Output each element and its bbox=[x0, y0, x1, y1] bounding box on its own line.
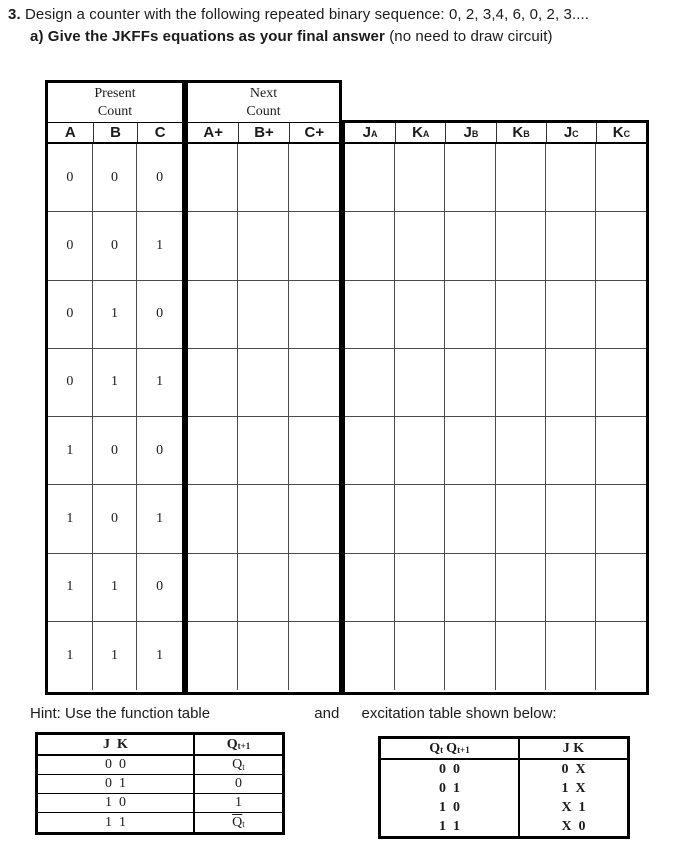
jk-cell bbox=[596, 144, 646, 212]
jk-cell bbox=[546, 485, 596, 553]
function-jk-value: 1 0 bbox=[38, 794, 195, 812]
jk-cell bbox=[546, 281, 596, 349]
jk-cell bbox=[496, 417, 546, 485]
excitation-jk-value: 1 X bbox=[561, 780, 586, 796]
present-count-cell: 1 bbox=[137, 349, 182, 417]
jk-cell bbox=[345, 485, 395, 553]
present-count-cell: 0 bbox=[48, 144, 93, 212]
present-count-cell: 1 bbox=[156, 647, 164, 663]
column-header-jb: J $_B$ bbox=[445, 123, 495, 142]
jk-cell bbox=[395, 622, 445, 690]
present-count-cell: 0 bbox=[48, 349, 93, 417]
function-q-complement-value: $\overline{Q}$ $_t$ bbox=[232, 814, 245, 830]
next-data-grid bbox=[188, 144, 339, 690]
jk-cell bbox=[596, 622, 646, 690]
jk-cell bbox=[596, 281, 646, 349]
excitation-header-jk: J K bbox=[562, 740, 585, 756]
problem-text: Design a counter with the following repeated binary sequence: 0, 2, 3,4, 6, 0, 2, 3.... bbox=[25, 6, 590, 23]
jk-cell bbox=[395, 144, 445, 212]
present-header-row bbox=[48, 123, 182, 144]
function-table-row bbox=[38, 813, 282, 832]
column-header-ka: K $_A$ bbox=[395, 123, 445, 142]
jk-cell bbox=[546, 622, 596, 690]
next-count-cell bbox=[188, 349, 238, 417]
next-count-cell bbox=[238, 144, 288, 212]
hint-text: Hint: Use the function table bbox=[30, 705, 211, 722]
jk-cell bbox=[496, 622, 546, 690]
jk-section bbox=[342, 120, 649, 695]
jk-cell bbox=[445, 281, 495, 349]
jk-cell bbox=[445, 485, 495, 553]
jk-cell bbox=[445, 417, 495, 485]
excitation-table-header bbox=[381, 739, 627, 760]
next-count-cell bbox=[289, 212, 339, 280]
jk-cell bbox=[546, 554, 596, 622]
jk-cell bbox=[496, 281, 546, 349]
function-header-jk: J K bbox=[38, 735, 195, 754]
next-count-cell bbox=[238, 417, 288, 485]
present-count-cell: 0 bbox=[48, 212, 93, 280]
excitation-jk-value: 0 X bbox=[561, 761, 586, 777]
next-count-cell bbox=[188, 417, 238, 485]
jk-cell bbox=[395, 349, 445, 417]
jk-cell bbox=[345, 417, 395, 485]
present-data-grid bbox=[48, 144, 182, 690]
column-header-b: B bbox=[93, 123, 138, 142]
function-jk-value: 0 1 bbox=[38, 775, 195, 793]
next-count-cell bbox=[289, 554, 339, 622]
present-count-cell: 1 bbox=[93, 349, 138, 417]
jk-cell bbox=[596, 212, 646, 280]
present-count-cell: 0 bbox=[137, 144, 182, 212]
problem-statement-line2 bbox=[30, 28, 553, 45]
next-count-cell bbox=[238, 212, 288, 280]
jk-cell bbox=[345, 144, 395, 212]
function-table-row bbox=[38, 775, 282, 794]
column-header-ja: J $_A$ bbox=[362, 124, 378, 141]
next-header-line2: Count bbox=[246, 103, 281, 119]
jk-cell bbox=[345, 349, 395, 417]
jk-cell bbox=[496, 485, 546, 553]
present-count-cell: 1 bbox=[48, 485, 93, 553]
present-count-cell: 1 bbox=[48, 417, 93, 485]
jk-cell bbox=[345, 622, 395, 690]
jk-cell bbox=[395, 554, 445, 622]
column-header-jc: J $_C$ bbox=[546, 123, 596, 142]
next-count-cell bbox=[238, 622, 288, 690]
jk-cell bbox=[596, 417, 646, 485]
excitation-table-row bbox=[381, 817, 627, 836]
next-count-header bbox=[188, 83, 339, 123]
jk-cell bbox=[395, 417, 445, 485]
jk-header-row bbox=[345, 123, 646, 144]
function-table-header bbox=[38, 735, 282, 756]
function-q-value: Q $_t$ bbox=[232, 757, 245, 772]
function-jk-value: 1 1 bbox=[38, 813, 195, 832]
jk-cell bbox=[496, 554, 546, 622]
excitation-table-row bbox=[381, 779, 627, 798]
jk-cell bbox=[345, 281, 395, 349]
jk-cell bbox=[445, 144, 495, 212]
excitation-q-value: 0 1 bbox=[381, 779, 520, 798]
jk-cell bbox=[395, 485, 445, 553]
jk-cell bbox=[345, 554, 395, 622]
present-count-cell: 0 bbox=[137, 281, 182, 349]
jk-excitation-table bbox=[378, 736, 630, 839]
present-count-cell: 1 bbox=[93, 622, 138, 690]
hint-excitation-text: excitation table shown below: bbox=[361, 705, 557, 722]
jk-cell bbox=[445, 349, 495, 417]
next-header-row bbox=[188, 123, 339, 144]
jk-cell bbox=[596, 349, 646, 417]
present-count-cell: 0 bbox=[48, 281, 93, 349]
hint-row bbox=[0, 705, 698, 722]
excitation-q-value: 1 0 bbox=[381, 798, 520, 817]
present-count-header bbox=[48, 83, 182, 123]
function-header-qnext: Q $_{t+1}$ bbox=[226, 736, 251, 752]
jk-cell bbox=[496, 144, 546, 212]
jk-cell bbox=[445, 212, 495, 280]
next-count-cell bbox=[289, 144, 339, 212]
next-count-cell bbox=[188, 281, 238, 349]
column-header-kc: K $_C$ bbox=[596, 123, 646, 142]
column-header-kb: K $_B$ bbox=[496, 123, 546, 142]
next-header-line1: Next bbox=[249, 86, 278, 101]
present-header-line2: Count bbox=[97, 103, 133, 119]
jk-cell bbox=[596, 554, 646, 622]
jk-function-table bbox=[35, 732, 285, 835]
excitation-q-value: 1 1 bbox=[381, 817, 520, 836]
excitation-table-row bbox=[381, 760, 627, 779]
present-count-cell: 1 bbox=[137, 485, 182, 553]
jk-cell bbox=[546, 417, 596, 485]
present-count-cell: 0 bbox=[137, 417, 182, 485]
present-count-cell: 0 bbox=[93, 212, 138, 280]
present-count-cell: 0 bbox=[93, 485, 138, 553]
excitation-jk-value: X 1 bbox=[561, 799, 586, 815]
function-table-row bbox=[38, 794, 282, 813]
part-a-label: a) Give the JKFFs equations as your final answer bbox=[30, 28, 385, 45]
column-header-a: A bbox=[64, 124, 76, 141]
jk-cell bbox=[546, 349, 596, 417]
next-count-cell bbox=[188, 622, 238, 690]
present-count-cell: 1 bbox=[93, 554, 138, 622]
next-count-cell bbox=[238, 554, 288, 622]
excitation-jk-value: X 0 bbox=[561, 818, 586, 834]
excitation-table-row bbox=[381, 798, 627, 817]
next-count-cell bbox=[188, 485, 238, 553]
present-count-section bbox=[45, 80, 185, 695]
next-count-cell bbox=[238, 485, 288, 553]
column-header-c: C bbox=[137, 123, 182, 142]
next-count-cell bbox=[238, 349, 288, 417]
present-count-cell: 1 bbox=[48, 554, 93, 622]
next-count-cell bbox=[289, 281, 339, 349]
next-count-cell bbox=[289, 349, 339, 417]
function-q-value: 0 bbox=[235, 776, 242, 791]
jk-cell bbox=[596, 485, 646, 553]
jk-data-grid bbox=[345, 144, 646, 690]
hint-conjunction: and bbox=[314, 705, 340, 722]
next-count-cell bbox=[238, 281, 288, 349]
function-jk-value: 0 0 bbox=[38, 756, 195, 774]
part-a-note: (no need to draw circuit) bbox=[389, 28, 553, 45]
excitation-header-q: Q $_t$ Q $_{t+1}$ bbox=[381, 739, 520, 758]
problem-number: 3. bbox=[8, 6, 21, 23]
excitation-q-value: 0 0 bbox=[381, 760, 520, 779]
counter-design-table bbox=[45, 80, 649, 695]
next-count-cell bbox=[188, 144, 238, 212]
present-count-cell: 0 bbox=[137, 554, 182, 622]
present-count-cell: 0 bbox=[93, 144, 138, 212]
next-count-cell bbox=[289, 622, 339, 690]
jk-cell bbox=[496, 212, 546, 280]
present-count-cell: 0 bbox=[93, 417, 138, 485]
present-count-cell: 1 bbox=[48, 622, 93, 690]
jk-cell bbox=[395, 281, 445, 349]
next-count-cell bbox=[188, 554, 238, 622]
next-count-cell bbox=[188, 212, 238, 280]
jk-cell bbox=[445, 554, 495, 622]
jk-cell bbox=[496, 349, 546, 417]
function-table-row bbox=[38, 756, 282, 775]
jk-cell bbox=[546, 144, 596, 212]
jk-cell bbox=[546, 212, 596, 280]
function-q-value: 1 bbox=[235, 795, 242, 810]
present-count-cell: 1 bbox=[93, 281, 138, 349]
column-header-c-plus: C+ bbox=[289, 123, 339, 142]
present-count-cell: 1 bbox=[137, 212, 182, 280]
problem-statement-line1 bbox=[8, 6, 589, 23]
present-header-line1: Present bbox=[94, 86, 136, 101]
next-count-cell bbox=[289, 485, 339, 553]
jk-cell bbox=[395, 212, 445, 280]
jk-cell bbox=[445, 622, 495, 690]
next-count-cell bbox=[289, 417, 339, 485]
column-header-a-plus: A+ bbox=[203, 124, 223, 141]
column-header-b-plus: B+ bbox=[238, 123, 288, 142]
jk-cell bbox=[345, 212, 395, 280]
next-count-section bbox=[185, 80, 342, 695]
